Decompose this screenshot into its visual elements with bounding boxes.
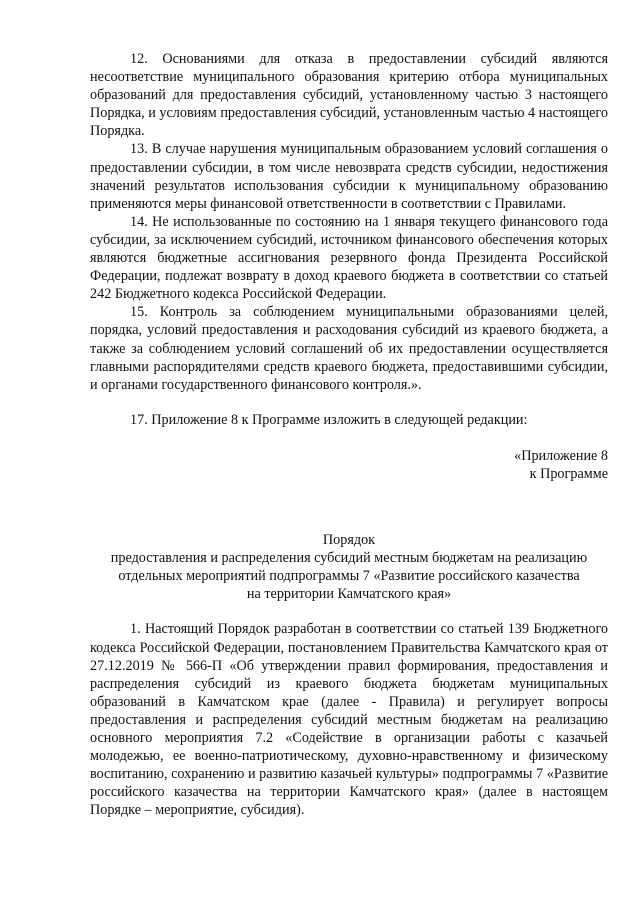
title-line-1: Порядок: [322, 532, 376, 549]
appendix-line-1: «Приложение 8: [514, 447, 608, 464]
document-page: [90, 50, 608, 819]
appendix-heading: [90, 447, 608, 483]
spacer: [90, 394, 608, 411]
title-line-3: отдельных мероприятий подпрограммы 7 «Развитие российского казачества: [118, 568, 580, 585]
item-17: 17. Приложение 8 к Программе изложить в следующей редакции:: [130, 411, 528, 428]
appendix-line-2: к Программе: [529, 465, 608, 482]
paragraph-1: 1. Настоящий Порядок разработан в соответствии со статьей 139 Бюджетного кодекса Российской Федерации, постановлением Правительства Камчатского края от 27.12.2019 № 566-П «Об утверждении правил формирования, предоставления и распределения субсидий из краевого бюджета бюджетам муниципальных образований в Камчатском крае (далее - Правила) и регулирует вопросы предоставления и распределения субсидий местным бюджетам на реализацию основного мероприятия 7.2 «Содействие в организации работы с казачьей молодежью, ее военно-патриотическому, духовно-нравственному и физическому воспитанию, сохранению и развитию казачьей культуры» подпрограммы 7 «Развитие российского казачества на территории Камчатского края» (далее в настоящем Порядке – мероприятие, субсидия).: [90, 621, 608, 819]
paragraph-14: 14. Не использованные по состоянию на 1 января текущего финансового года субсидии, за исключением субсидий, источником финансового обеспечения которых являются бюджетные ассигнования резервного фонда Президента Российской Федерации, подлежат возврату в доход краевого бюджета в соответствии со статьей 242 Бюджетного кодекса Российской Федерации.: [90, 213, 608, 303]
title-line-4: на территории Камчатского края»: [246, 586, 452, 603]
document-title: [90, 531, 608, 603]
spacer: [90, 603, 608, 620]
title-line-2: предоставления и распределения субсидий местным бюджетам на реализацию: [110, 550, 588, 567]
spacer: [90, 429, 608, 447]
paragraph-15: 15. Контроль за соблюдением муниципальными образованиями целей, порядка, условий предоставления и расходования субсидий из краевого бюджета, а также за соблюдением условий соглашений об их предоставлении осуществляется главными распорядителями средств краевого бюджета, предоставившими субсидии, и органами государственного финансового контроля.».: [90, 304, 608, 393]
paragraph-13: 13. В случае нарушения муниципальным образованием условий соглашения о предоставлении субсидии, в том числе невозврата средств субсидии, недостижения значений результатов использования субсидии к муниципальному образованию применяются меры финансовой ответственности в соответствии с Правилами.: [90, 141, 608, 212]
spacer: [90, 483, 608, 531]
paragraph-12: 12. Основаниями для отказа в предоставлении субсидий являются несоответствие муниципального образования критерию отбора муниципальных образований для предоставления субсидий, установленному частью 3 настоящего Порядка, и условиям предоставления субсидий, установленным частью 4 настоящего Порядка.: [90, 51, 608, 140]
